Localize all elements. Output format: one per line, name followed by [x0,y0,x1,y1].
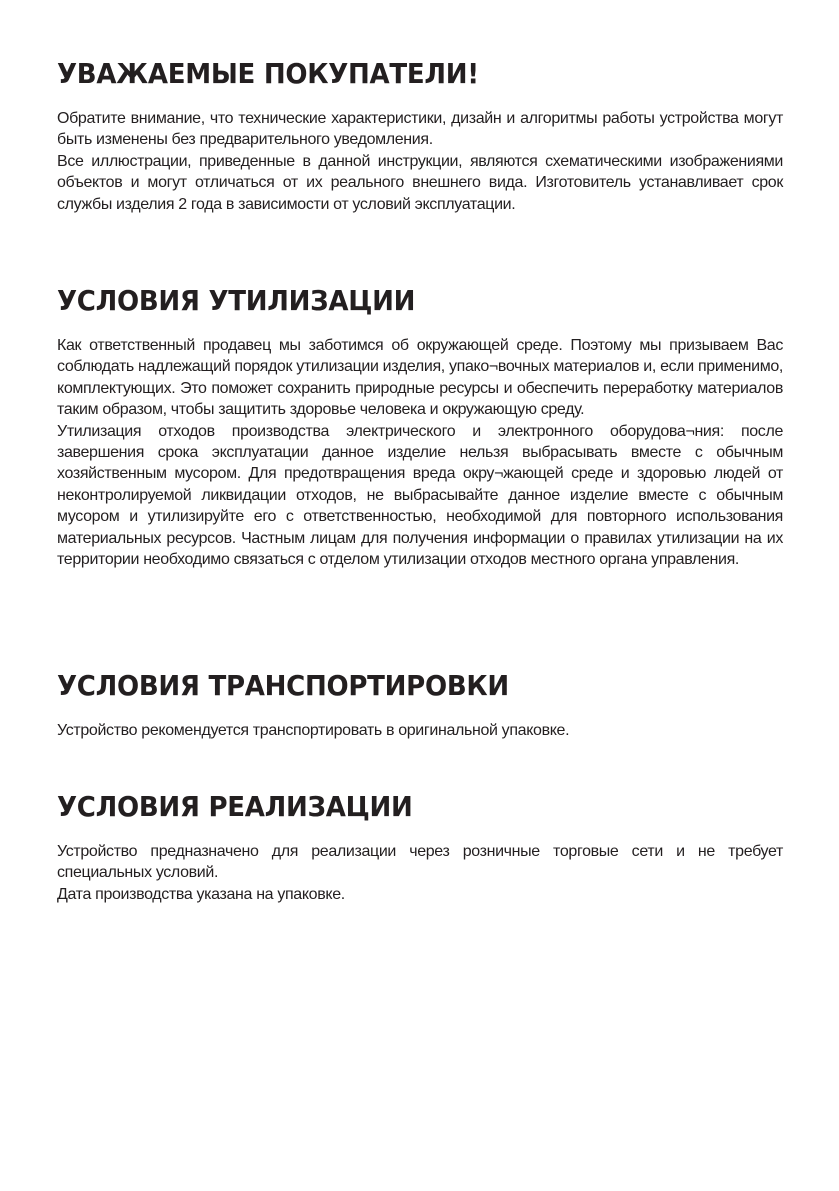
section-transport-conditions [57,670,783,741]
section-body [57,335,783,570]
paragraph: Утилизация отходов производства электрического и электронного оборудова¬ния: после завершения срока эксплуатации данное изделие нельзя выбрасывать вместе с обычным хозяйственным мусором. Для предотвращения вреда окру¬жающей среде и здоровью людей от неконтролируемой ликвидации отходов, не выбрасывайте данное изделие вместе с обычным мусором и утилизируйте его с ответственностью, необходимой для повторного использования материальных ресурсов. Частным лицам для получения информации о правилах утилизации на их территории необходимо связаться с отделом утилизации отходов местного органа управления. [57,422,783,569]
section-title: УСЛОВИЯ РЕАЛИЗАЦИИ [57,790,413,823]
section-body [57,108,783,215]
paragraph: Дата производства указана на упаковке. [57,885,345,903]
section-disposal-conditions [57,285,783,570]
section-title: УВАЖАЕМЫЕ ПОКУПАТЕЛИ! [57,57,479,90]
section-title: УСЛОВИЯ ТРАНСПОРТИРОВКИ [57,669,509,702]
paragraph: Устройство предназначено для реализации через розничные торговые сети и не требует специальных условий. [57,843,783,882]
section-dear-customers [57,58,783,215]
paragraph: Все иллюстрации, приведенные в данной инструкции, являются схематическими изображениями объектов и могут отличаться от их реального внешнего вида. Изготовитель устанавливает срок службы изделия 2 года в зависимости от условий эксплуатации. [57,152,783,213]
paragraph: Обратите внимание, что технические характеристики, дизайн и алгоритмы работы устройства могут быть изменены без предварительного уведомления. [57,110,783,149]
section-title: УСЛОВИЯ УТИЛИЗАЦИИ [57,284,416,317]
paragraph: Устройство рекомендуется транспортировать в оригинальной упаковке. [57,722,570,739]
section-body [57,720,783,741]
paragraph: Как ответственный продавец мы заботимся об окружающей среде. Поэтому мы призываем Вас соблюдать надлежащий порядок утилизации изделия, упако¬вочных материалов и, если применимо, комплектующих. Это поможет сохранить природные ресурсы и обеспечить переработку материалов таким образом, чтобы защитить здоровье человека и окружающую среду. [57,337,783,419]
section-body [57,841,783,905]
section-sale-conditions [57,791,783,905]
